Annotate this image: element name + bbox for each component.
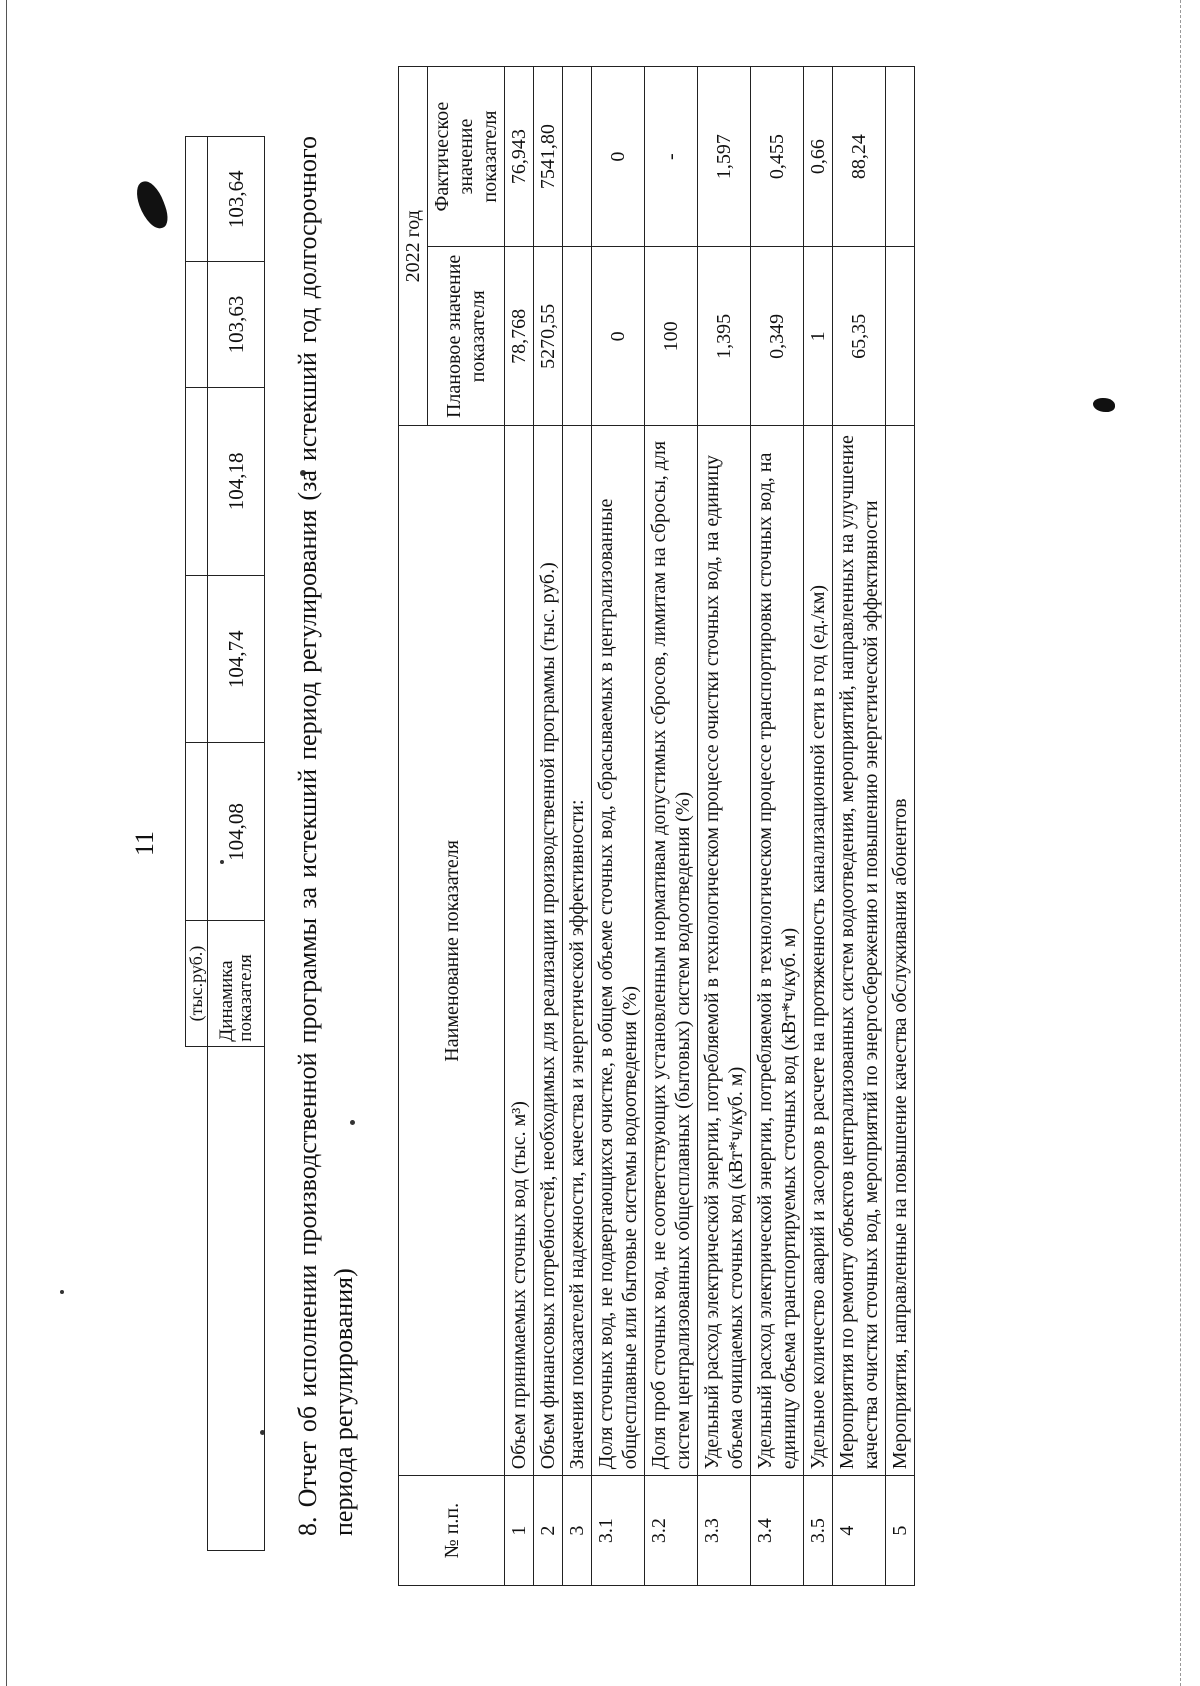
row-fact-value: - [645, 67, 698, 247]
table-row [833, 67, 886, 1586]
row-plan-value: 100 [645, 247, 698, 426]
row-plan-value: 1 [804, 247, 833, 426]
row-fact-value [886, 67, 915, 247]
table-row [886, 67, 915, 1586]
row-name: Удельный расход электрической энергии, потребляемой в технологическом процессе очистки сточных вод, на единицу объема очищаемых сточных вод (кВт*ч/куб. м) [698, 426, 751, 1476]
row-fact-value: 7541,80 [534, 67, 563, 247]
header-year: 2022 год [399, 67, 428, 427]
row-name: Мероприятия, направленные на повышение качества обслуживания абонентов [886, 426, 915, 1476]
row-plan-value: 78,768 [505, 247, 534, 426]
row-name: Объем принимаемых сточных вод (тыс. м³) [505, 426, 534, 1476]
table-row [645, 67, 698, 1586]
row-number: 4 [833, 1476, 886, 1586]
dynamics-value: 104,18 [208, 387, 265, 575]
row-name: Значения показателей надежности, качества и энергетической эффективности: [563, 426, 592, 1476]
row-plan-value: 65,35 [833, 247, 886, 426]
row-plan-value [563, 247, 592, 426]
row-plan-value: 0 [592, 247, 645, 426]
row-plan-value [886, 247, 915, 426]
row-fact-value: 76,943 [505, 67, 534, 247]
header-num: № п.п. [399, 1476, 505, 1586]
row-fact-value: 0,455 [751, 67, 804, 247]
row-number: 3.2 [645, 1476, 698, 1586]
table-row [698, 67, 751, 1586]
row-fact-value: 0,66 [804, 67, 833, 247]
dynamics-value: 103,63 [208, 262, 265, 387]
table-row [751, 67, 804, 1586]
row-name: Мероприятия по ремонту объектов централизованных систем водоотведения, мероприятий, направленных на улучшение качества очистки сточных вод, мероприятий по энергосбережению и повышению энергетической эффективности [833, 426, 886, 1476]
table-row [534, 67, 563, 1586]
unit-label: (тыс.руб.) [186, 921, 208, 1046]
row-name: Удельное количество аварий и засоров в расчете на протяженность канализационной сети в год (ед./км) [804, 426, 833, 1476]
row-number: 5 [886, 1476, 915, 1586]
row-number: 3.5 [804, 1476, 833, 1586]
row-plan-value: 0,349 [751, 247, 804, 426]
row-name: Объем финансовых потребностей, необходимых для реализации производственной программы (тыс. руб.) [534, 426, 563, 1476]
row-number: 1 [505, 1476, 534, 1586]
table-row [804, 67, 833, 1586]
row-number: 3.3 [698, 1476, 751, 1586]
dynamics-value: 103,64 [208, 137, 265, 262]
dynamics-value: 104,74 [208, 576, 265, 743]
dynamics-table [185, 136, 265, 1551]
row-plan-value: 1,395 [698, 247, 751, 426]
row-name: Доля сточных вод, не подвергающихся очистке, в общем объеме сточных вод, сбрасываемых в централизованные общесплавные или бытовые системы водоотведения (%) [592, 426, 645, 1476]
page-number: 11 [130, 830, 159, 856]
row-fact-value: 1,597 [698, 67, 751, 247]
row-fact-value: 88,24 [833, 67, 886, 247]
dynamics-value: 104,08 [208, 743, 265, 921]
indicators-table [398, 66, 915, 1586]
row-number: 3 [563, 1476, 592, 1586]
row-fact-value: 0 [592, 67, 645, 247]
table-row [505, 67, 534, 1586]
row-name: Доля проб сточных вод, не соответствующих установленным нормативам допустимых сбросов, лимитам на сбросы, для систем централизованных общесплавных (бытовых) систем водоотведения (%) [645, 426, 698, 1476]
header-fact: Фактическое значение показателя [428, 67, 505, 247]
row-number: 2 [534, 1476, 563, 1586]
table-row [592, 67, 645, 1586]
table-row [563, 67, 592, 1586]
row-name: Удельный расход электрической энергии, потребляемой в технологическом процессе транспортировки сточных вод, на единицу объема транспортируемых сточных вод (кВт*ч/куб. м) [751, 426, 804, 1476]
row-number: 3.4 [751, 1476, 804, 1586]
row-fact-value [563, 67, 592, 247]
header-name: Наименование показателя [399, 426, 505, 1476]
row-plan-value: 5270,55 [534, 247, 563, 426]
row-number: 3.1 [592, 1476, 645, 1586]
section-title: 8. Отчет об исполнении производственной программы за истекший период регулирования (за истекший год долгосрочного периода регулирования) [293, 136, 358, 1536]
dynamics-row-label: Динамика показателя [208, 921, 265, 1046]
header-plan: Плановое значение показателя [428, 247, 505, 426]
